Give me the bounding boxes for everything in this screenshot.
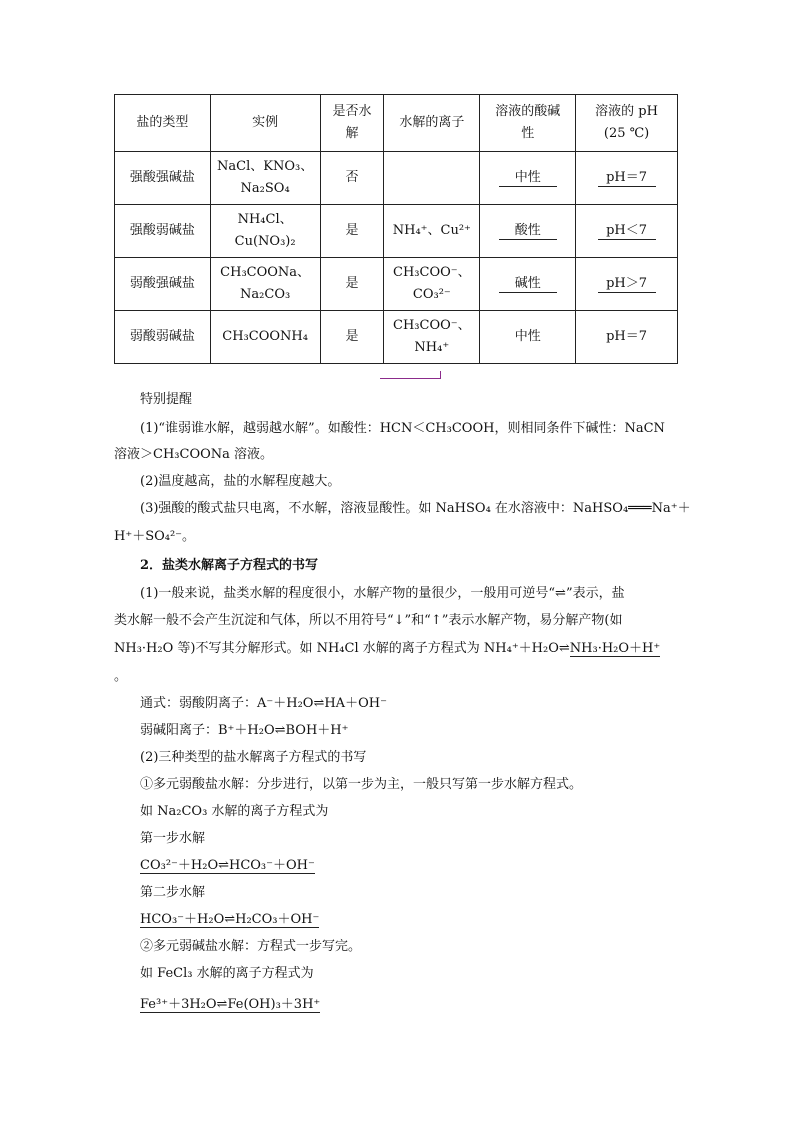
step-2-label: 第二步水解	[140, 885, 206, 900]
na2co3-intro: 如 Na₂CO₃ 水解的离子方程式为	[140, 804, 329, 819]
acidity-cell: 中性	[480, 311, 576, 364]
fecl3-equation	[140, 996, 320, 1014]
header-cell: 盐的类型	[115, 95, 211, 152]
hydrolyze-cell: 是	[320, 258, 384, 311]
hydrolyze-cell: 是	[320, 205, 384, 258]
note-1-line-1: (1)“谁弱谁水解，越弱越水解”。如酸性：HCN＜CH₃COOH，则相同条件下碱性：NaCN	[140, 421, 665, 436]
example-cell: CH₃COONa、 Na₂CO₃	[210, 258, 320, 311]
acidity-cell	[480, 205, 576, 258]
ion-cell: CH₃COO⁻、 NH₄⁺	[384, 311, 480, 364]
answer-blank: NH₃·H₂O＋H⁺	[569, 641, 661, 656]
ion-cell: CH₃COO⁻、 CO₃²⁻	[384, 258, 480, 311]
section-2-p1-line-2: 类水解一般不会产生沉淀和气体，所以不用符号“↓”和“↑”表示水解产物，易分解产物(如	[114, 613, 623, 628]
hydrolyze-cell: 是	[320, 311, 384, 364]
general-anion-formula: 通式：弱酸阴离子：A⁻＋H₂O⇌HA＋OH⁻	[140, 696, 387, 711]
answer-blank: pH＞7	[598, 276, 656, 293]
example-cell: NaCl、KNO₃、 Na₂SO₄	[210, 152, 320, 205]
note-3-line-1: (3)强酸的酸式盐只电离，不水解，溶液显酸性。如 NaHSO₄ 在水溶液中：NaHSO₄═══Na⁺＋	[140, 501, 691, 516]
header-cell: 水解的离子	[384, 95, 480, 152]
ion-cell	[384, 152, 480, 205]
ion-cell: NH₄⁺、Cu²⁺	[384, 205, 480, 258]
table-row	[115, 258, 678, 311]
header-cell: 实例	[210, 95, 320, 152]
polyacid-base-salt-rule: ②多元弱碱盐水解：方程式一步写完。	[140, 939, 362, 954]
salt-type-cell: 弱酸弱碱盐	[115, 311, 211, 364]
section-2-p1-line-3: NH₃·H₂O 等)不写其分解形式。如 NH₄Cl 水解的离子方程式为 NH₄⁺＋H₂O⇌NH₃·H₂O＋H⁺	[114, 641, 661, 656]
polyprotic-acid-salt-rule: ①多元弱酸盐水解：分步进行，以第一步为主，一般只写第一步水解方程式。	[140, 777, 583, 792]
answer-blank: pH＝7	[598, 170, 656, 187]
salt-hydrolysis-table	[114, 94, 678, 364]
bracket-marker	[380, 371, 441, 379]
hydrolyze-cell: 否	[320, 152, 384, 205]
answer-blank: 酸性	[499, 223, 557, 240]
answer-blank: Fe³⁺＋3H₂O⇌Fe(OH)₃＋3H⁺	[140, 997, 321, 1012]
header-cell: 溶液的 pH (25 ℃)	[576, 95, 678, 152]
fecl3-intro: 如 FeCl₃ 水解的离子方程式为	[140, 966, 314, 981]
salt-type-cell: 强酸强碱盐	[115, 152, 211, 205]
step-2-equation	[140, 911, 319, 929]
table-row	[115, 205, 678, 258]
notes-title: 特别提醒	[140, 392, 193, 407]
section-2-title: 2．盐类水解离子方程式的书写	[140, 558, 319, 573]
example-cell: NH₄Cl、 Cu(NO₃)₂	[210, 205, 320, 258]
answer-blank: CO₃²⁻＋H₂O⇌HCO₃⁻＋OH⁻	[140, 858, 315, 873]
step-1-equation	[140, 857, 315, 875]
header-cell: 溶液的酸碱 性	[480, 95, 576, 152]
ph-cell	[576, 152, 678, 205]
answer-blank: HCO₃⁻＋H₂O⇌H₂CO₃＋OH⁻	[140, 912, 320, 927]
section-2-p1-line-1: (1)一般来说，盐类水解的程度很小，水解产物的量很少，一般用可逆号“⇌”表示，盐	[140, 586, 625, 601]
salt-type-cell: 强酸弱碱盐	[115, 205, 211, 258]
table-header-row	[115, 95, 678, 152]
table-row	[115, 311, 678, 364]
note-2: (2)温度越高，盐的水解程度越大。	[140, 474, 341, 489]
answer-blank: 中性	[499, 170, 557, 187]
answer-blank: 碱性	[499, 276, 557, 293]
acidity-cell	[480, 258, 576, 311]
ph-cell: pH＝7	[576, 311, 678, 364]
section-2-p2: (2)三种类型的盐水解离子方程式的书写	[140, 750, 367, 765]
section-2-p1-line-4: 。	[114, 669, 128, 684]
step-1-label: 第一步水解	[140, 831, 206, 846]
ph-cell	[576, 258, 678, 311]
ph-cell	[576, 205, 678, 258]
note-3-line-2: H⁺＋SO₄²⁻。	[114, 529, 196, 544]
table-row	[115, 152, 678, 205]
general-cation-formula: 弱碱阳离子：B⁺＋H₂O⇌BOH＋H⁺	[140, 723, 349, 738]
note-1-line-2: 溶液＞CH₃COONa 溶液。	[114, 447, 274, 462]
answer-blank: pH＜7	[598, 223, 656, 240]
acidity-cell	[480, 152, 576, 205]
salt-type-cell: 弱酸强碱盐	[115, 258, 211, 311]
header-cell: 是否水 解	[320, 95, 384, 152]
example-cell: CH₃COONH₄	[210, 311, 320, 364]
